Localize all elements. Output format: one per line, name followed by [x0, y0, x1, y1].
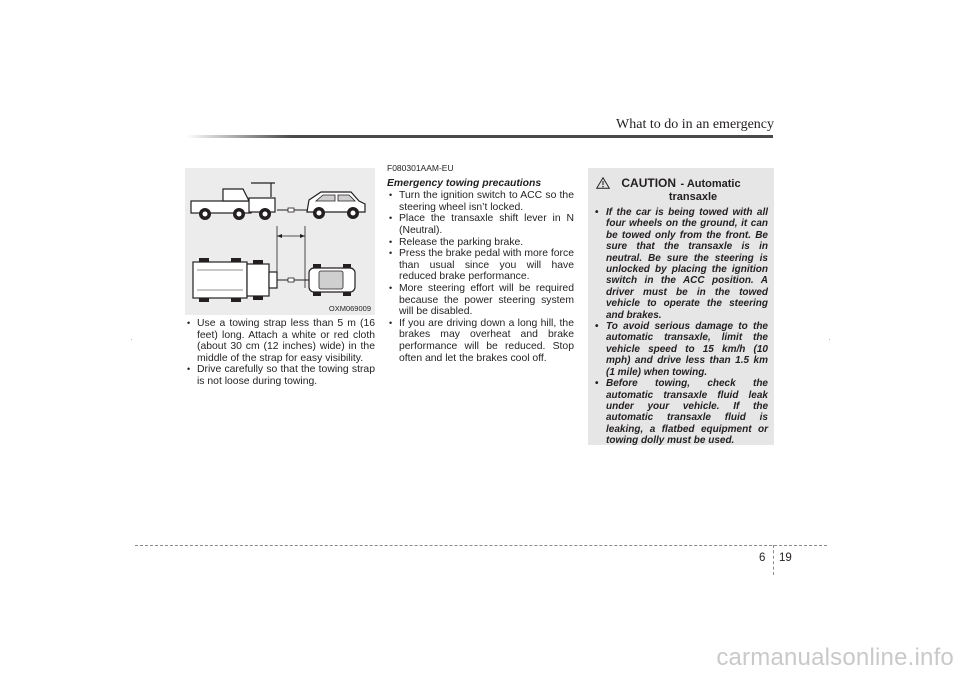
list-item: • Use a towing strap less than 5 m (16 feet) long. Attach a white or red cloth (about 30 cm (12 inches) wide) in the middle of the strap for easy visibility. [185, 318, 375, 364]
list-item: • Release the parking brake. [387, 237, 574, 249]
caution-item: • If the car is being towed with all four wheels on the ground, it can be towed only from the front. Be sure that the transaxle is in neutral. Be sure the steering is unlocked by placing the ignition switch in the ACC position. A driver must be in the towed vehicle to operate the steering and brakes. [594, 207, 768, 321]
list-item: • Drive carefully so that the towing strap is not loose during towing. [185, 364, 375, 387]
caution-item: • To avoid serious damage to the automatic transaxle, limit the vehicle speed to 15 km/h (10 mph) and drive less than 1.5 km (1 mile) when towing. [594, 321, 768, 378]
caution-subtitle-line2: transaxle [668, 191, 718, 203]
list-item: • Place the transaxle shift lever in N (Neutral). [387, 213, 574, 236]
section-code: F080301AAM-EU [387, 163, 454, 173]
caution-title: CAUTION [621, 176, 677, 190]
crop-dot [829, 339, 830, 340]
caution-header [588, 168, 774, 192]
left-column [185, 318, 375, 388]
footer-rule [135, 545, 827, 546]
list-item: • Press the brake pedal with more force than usual since you will have reduced brake performance. [387, 248, 574, 283]
figure-code: OXM069009 [328, 304, 371, 313]
caution-box [588, 168, 774, 445]
footer-divider [773, 545, 774, 575]
caution-subtitle: - Automatic [680, 178, 741, 190]
middle-column [387, 163, 574, 364]
watermark: carmanualsonline.info [716, 644, 954, 671]
list-item: • If you are driving down a long hill, the brakes may overheat and brake performance will be reduced. Stop often and let the brakes cool off. [387, 318, 574, 364]
towing-illustration [185, 168, 375, 315]
caution-item: • Before towing, check the automatic transaxle fluid leak under your vehicle. If the automatic transaxle fluid is leaking, a flatbed equipment or towing dolly must be used. [594, 378, 768, 446]
list-item: • More steering effort will be required because the power steering system will be disabled. [387, 283, 574, 318]
header-rule [186, 135, 773, 138]
crop-dot [131, 339, 132, 340]
page-number: 19 [779, 552, 792, 564]
subheading: Emergency towing precautions [387, 177, 542, 189]
chapter-number: 6 [759, 552, 766, 564]
warning-triangle-icon [596, 176, 610, 194]
section-title: What to do in an emergency [616, 117, 774, 132]
list-item: • Turn the ignition switch to ACC so the steering wheel isn’t locked. [387, 190, 574, 213]
tow-truck-diagram [185, 168, 375, 315]
